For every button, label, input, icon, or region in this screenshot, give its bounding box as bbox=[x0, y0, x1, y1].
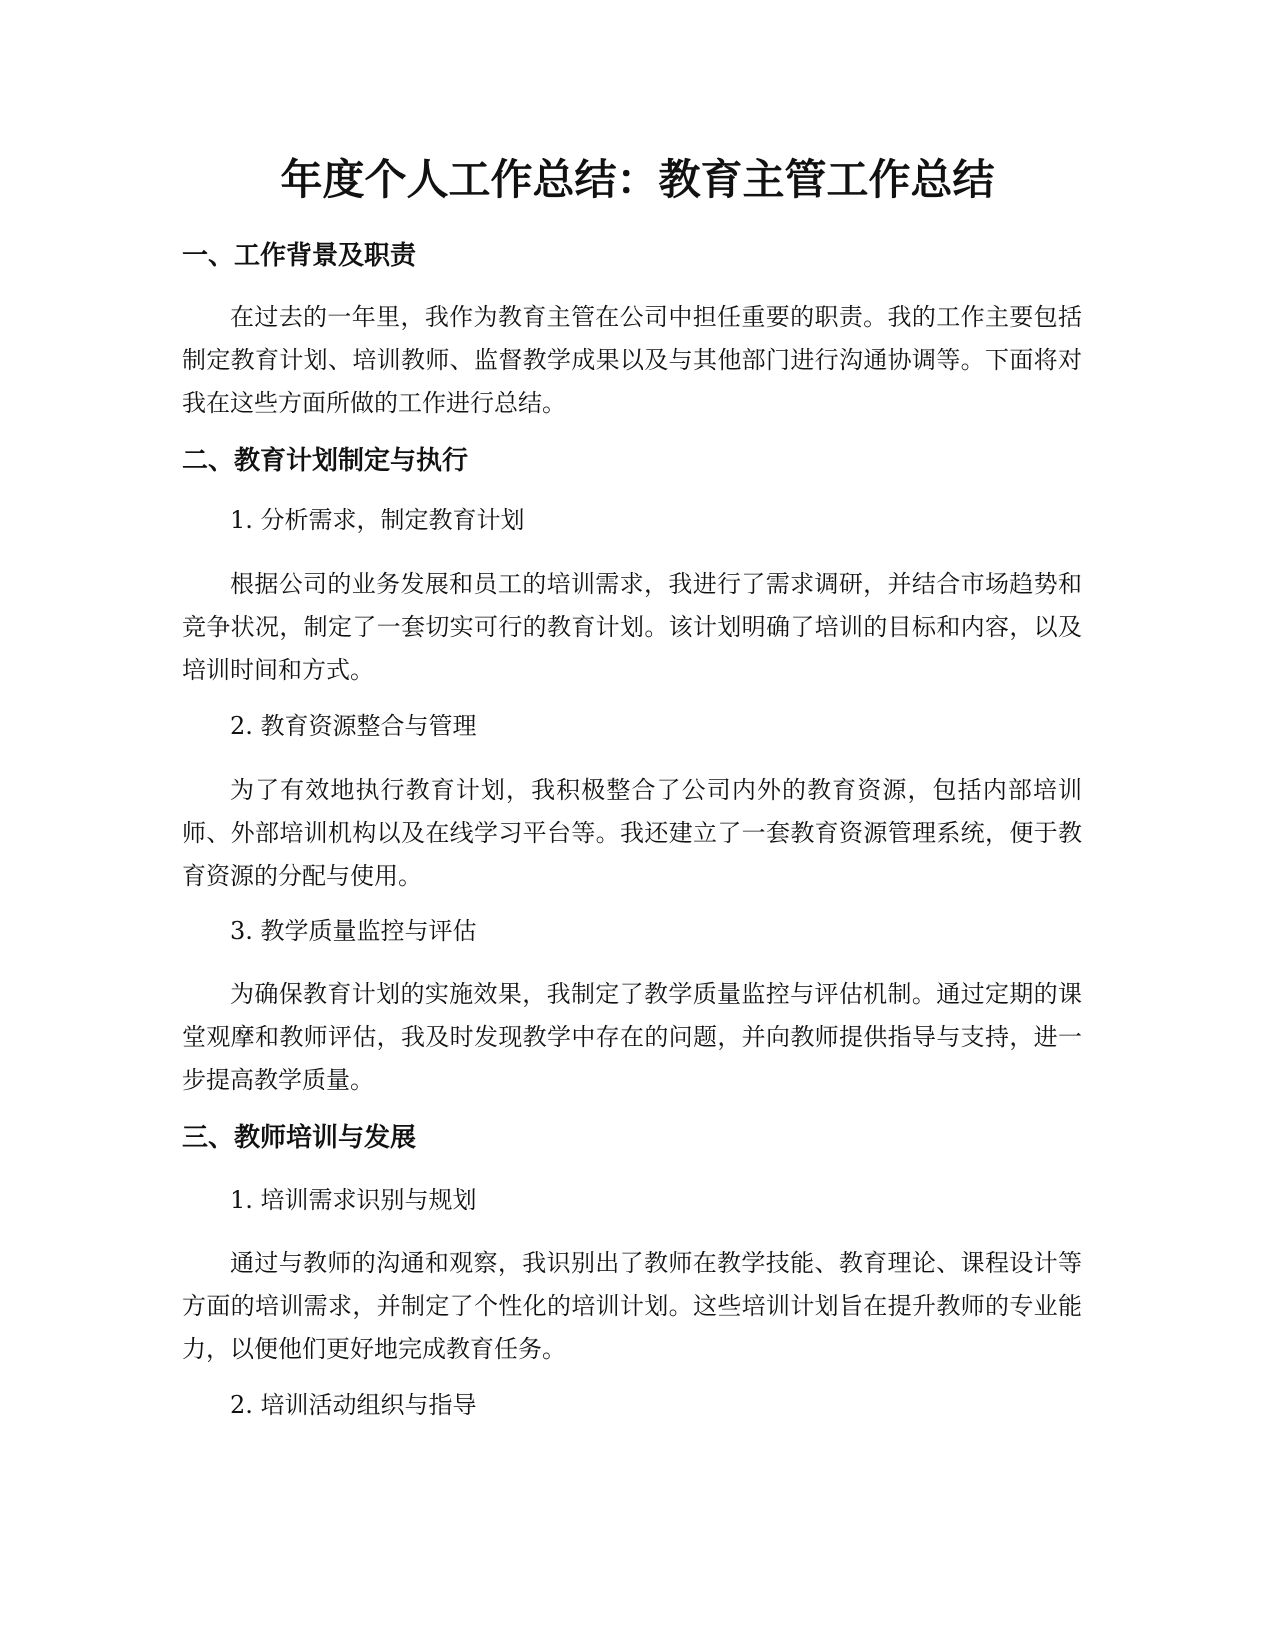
list-item-label: 2. 培训活动组织与指导 bbox=[230, 1391, 477, 1419]
list-item-paragraph: 通过与教师的沟通和观察，我识别出了教师在教学技能、教育理论、课程设计等方面的培训需求，并制定了个性化的培训计划。这些培训计划旨在提升教师的专业能力，以便他们更好地完成教育任务。 bbox=[182, 1249, 1082, 1363]
section-paragraph-background: 在过去的一年里，我作为教育主管在公司中担任重要的职责。我的工作主要包括制定教育计划、培训教师、监督教学成果以及与其他部门进行沟通协调等。下面将对我在这些方面所做的工作进行总结。 bbox=[182, 303, 1082, 417]
list-item-label: 1. 培训需求识别与规划 bbox=[230, 1186, 477, 1214]
list-item-label: 2. 教育资源整合与管理 bbox=[230, 712, 477, 740]
list-item-label: 3. 教学质量监控与评估 bbox=[230, 917, 477, 945]
list-item-paragraph: 根据公司的业务发展和员工的培训需求，我进行了需求调研，并结合市场趋势和竞争状况，制定了一套切实可行的教育计划。该计划明确了培训的目标和内容，以及培训时间和方式。 bbox=[182, 570, 1082, 684]
section-heading-background: 一、工作背景及职责 bbox=[182, 241, 417, 271]
section-heading-training: 三、教师培训与发展 bbox=[182, 1123, 417, 1153]
section-heading-plan: 二、教育计划制定与执行 bbox=[182, 446, 469, 476]
page-title: 年度个人工作总结：教育主管工作总结 bbox=[280, 155, 995, 204]
list-item-paragraph: 为确保教育计划的实施效果，我制定了教学质量监控与评估机制。通过定期的课堂观摩和教师评估，我及时发现教学中存在的问题，并向教师提供指导与支持，进一步提高教学质量。 bbox=[182, 980, 1082, 1094]
list-item-label: 1. 分析需求，制定教育计划 bbox=[230, 506, 525, 534]
list-item-paragraph: 为了有效地执行教育计划，我积极整合了公司内外的教育资源，包括内部培训师、外部培训机构以及在线学习平台等。我还建立了一套教育资源管理系统，便于教育资源的分配与使用。 bbox=[182, 776, 1082, 890]
